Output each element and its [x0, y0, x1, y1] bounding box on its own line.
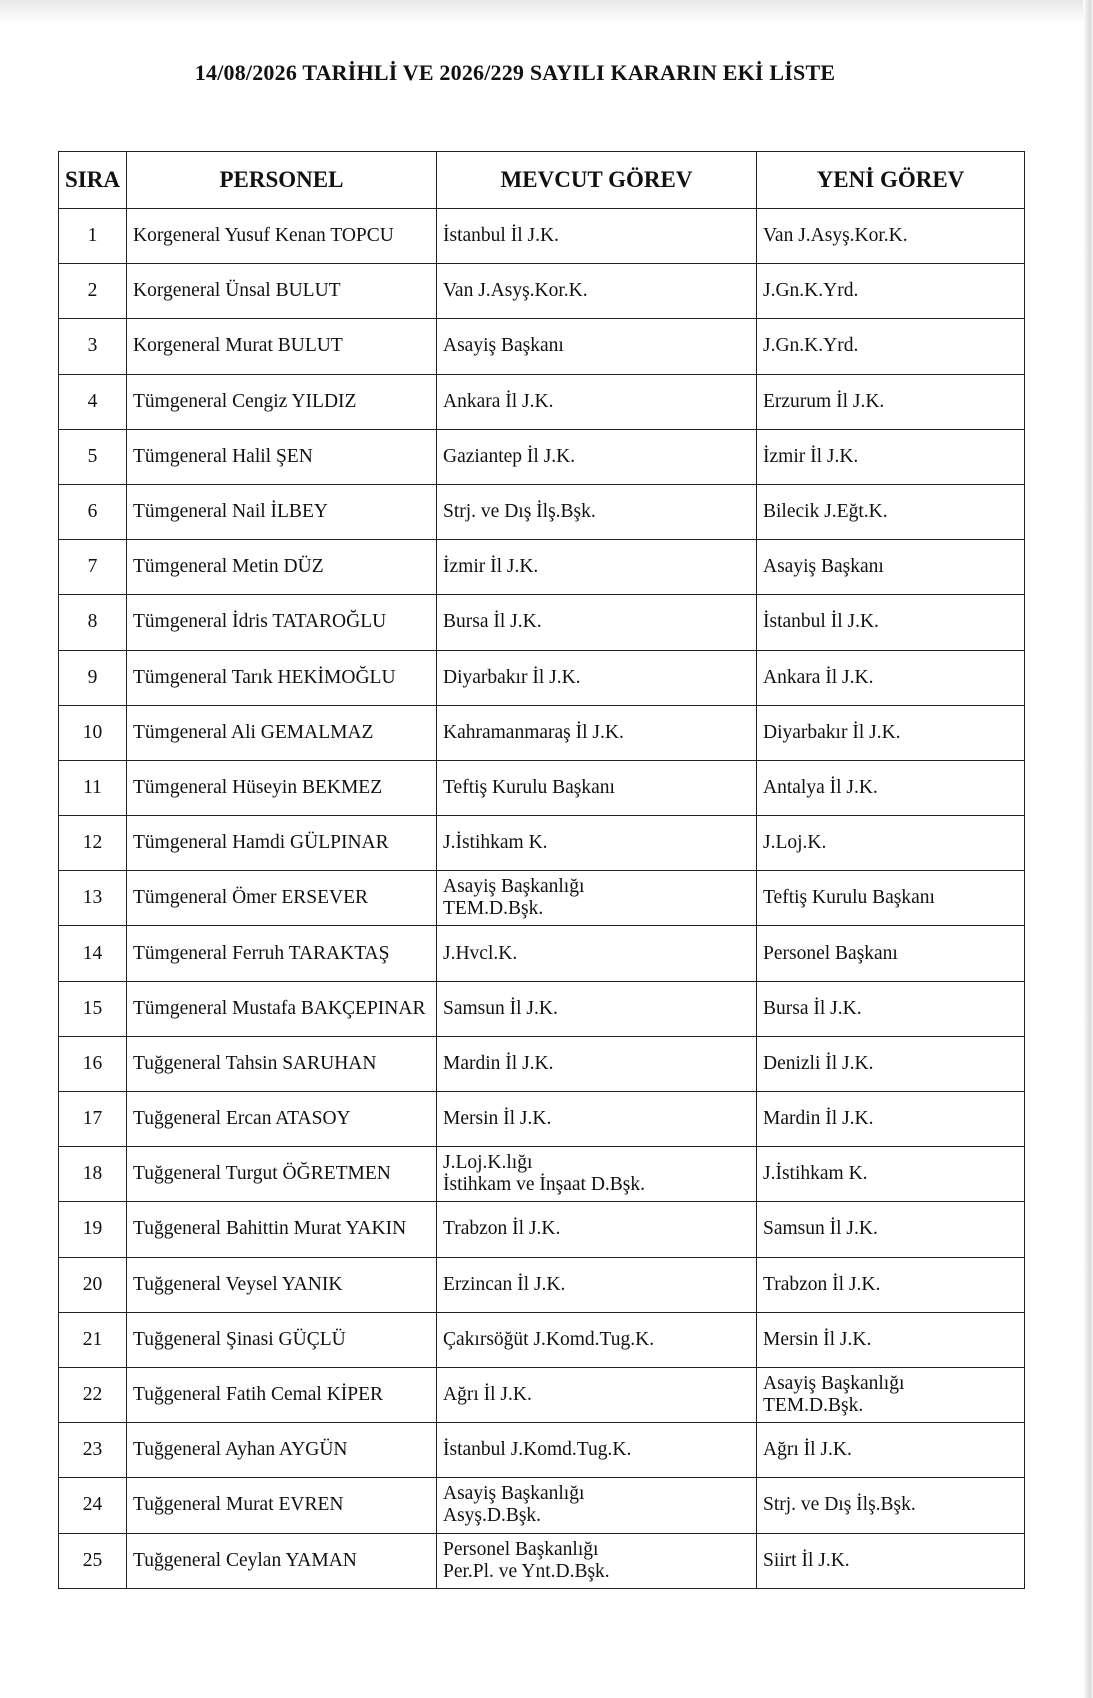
table-row	[59, 816, 1025, 871]
row-yeni-gorev	[757, 595, 1025, 650]
row-sira: 19	[59, 1202, 127, 1257]
gorev-line: Asayiş Başkanlığı	[443, 1483, 585, 1505]
gorev-line: Per.Pl. ve Ynt.D.Bşk.	[443, 1560, 610, 1582]
gorev-line: Strj. ve Dış İlş.Bşk.	[443, 501, 596, 523]
header-mevcut-gorev: MEVCUT GÖREV	[437, 152, 757, 209]
row-sira: 1	[59, 209, 127, 264]
row-mevcut-gorev	[437, 595, 757, 650]
gorev-line: Asayiş Başkanlığı	[443, 876, 585, 898]
gorev-line: Ankara İl J.K.	[763, 666, 874, 688]
table-row	[59, 484, 1025, 539]
row-sira: 18	[59, 1147, 127, 1202]
gorev-line: TEM.D.Bşk.	[763, 1395, 864, 1417]
row-personel: Tümgeneral Metin DÜZ	[127, 540, 437, 595]
table-row	[59, 1147, 1025, 1202]
row-sira: 7	[59, 540, 127, 595]
row-sira: 15	[59, 981, 127, 1036]
gorev-line: Denizli İl J.K.	[763, 1052, 874, 1074]
row-personel: Tuğgeneral Şinasi GÜÇLÜ	[127, 1312, 437, 1367]
row-personel: Korgeneral Ünsal BULUT	[127, 264, 437, 319]
row-yeni-gorev	[757, 429, 1025, 484]
row-sira: 6	[59, 484, 127, 539]
table-row	[59, 760, 1025, 815]
row-yeni-gorev	[757, 871, 1025, 926]
row-sira: 3	[59, 319, 127, 374]
row-yeni-gorev	[757, 484, 1025, 539]
row-sira: 11	[59, 760, 127, 815]
table-header-row	[59, 152, 1025, 209]
table-row	[59, 926, 1025, 981]
row-sira: 5	[59, 429, 127, 484]
row-sira: 14	[59, 926, 127, 981]
row-mevcut-gorev	[437, 1257, 757, 1312]
table-row	[59, 1533, 1025, 1588]
row-mevcut-gorev	[437, 926, 757, 981]
gorev-line: Ağrı İl J.K.	[763, 1439, 852, 1461]
row-yeni-gorev	[757, 319, 1025, 374]
row-yeni-gorev	[757, 926, 1025, 981]
row-sira: 21	[59, 1312, 127, 1367]
row-mevcut-gorev	[437, 429, 757, 484]
gorev-line: Strj. ve Dış İlş.Bşk.	[763, 1494, 916, 1516]
gorev-line: Asayiş Başkanı	[763, 556, 884, 578]
table-row	[59, 540, 1025, 595]
row-personel: Tümgeneral Halil ŞEN	[127, 429, 437, 484]
row-mevcut-gorev	[437, 705, 757, 760]
row-yeni-gorev	[757, 540, 1025, 595]
row-yeni-gorev	[757, 1478, 1025, 1533]
table-row	[59, 209, 1025, 264]
table-row	[59, 1092, 1025, 1147]
row-yeni-gorev	[757, 374, 1025, 429]
gorev-line: Van J.Asyş.Kor.K.	[763, 225, 908, 247]
table-row	[59, 264, 1025, 319]
table-row	[59, 319, 1025, 374]
row-mevcut-gorev	[437, 1202, 757, 1257]
gorev-line: Samsun İl J.K.	[763, 1218, 878, 1240]
row-personel: Tümgeneral Nail İLBEY	[127, 484, 437, 539]
gorev-line: Antalya İl J.K.	[763, 776, 878, 798]
row-mevcut-gorev	[437, 760, 757, 815]
table-row	[59, 981, 1025, 1036]
gorev-line: Asyş.D.Bşk.	[443, 1505, 542, 1527]
row-personel: Tuğgeneral Veysel YANIK	[127, 1257, 437, 1312]
row-sira: 22	[59, 1367, 127, 1422]
table-row	[59, 705, 1025, 760]
row-sira: 9	[59, 650, 127, 705]
gorev-line: J.Hvcl.K.	[443, 942, 518, 964]
gorev-line: İstanbul İl J.K.	[763, 611, 879, 633]
header-personel: PERSONEL	[127, 152, 437, 209]
row-yeni-gorev	[757, 705, 1025, 760]
gorev-line: Mardin İl J.K.	[443, 1052, 554, 1074]
gorev-line: Mersin İl J.K.	[763, 1328, 872, 1350]
row-yeni-gorev	[757, 1092, 1025, 1147]
gorev-line: Samsun İl J.K.	[443, 997, 558, 1019]
page-right-edge	[1083, 0, 1093, 1698]
gorev-line: Teftiş Kurulu Başkanı	[763, 887, 935, 909]
row-sira: 13	[59, 871, 127, 926]
row-yeni-gorev	[757, 760, 1025, 815]
row-sira: 20	[59, 1257, 127, 1312]
row-personel: Tümgeneral Cengiz YILDIZ	[127, 374, 437, 429]
gorev-line: Siirt İl J.K.	[763, 1549, 850, 1571]
gorev-line: Teftiş Kurulu Başkanı	[443, 776, 615, 798]
gorev-line: Mardin İl J.K.	[763, 1108, 874, 1130]
gorev-line: J.Loj.K.	[763, 832, 827, 854]
row-personel: Tümgeneral Hüseyin BEKMEZ	[127, 760, 437, 815]
table-body	[59, 209, 1025, 1589]
row-yeni-gorev	[757, 1257, 1025, 1312]
row-personel: Tümgeneral İdris TATAROĞLU	[127, 595, 437, 650]
row-mevcut-gorev	[437, 319, 757, 374]
row-personel: Tuğgeneral Bahittin Murat YAKIN	[127, 1202, 437, 1257]
table-row	[59, 595, 1025, 650]
row-yeni-gorev	[757, 1036, 1025, 1091]
row-personel: Tümgeneral Ömer ERSEVER	[127, 871, 437, 926]
table-row	[59, 871, 1025, 926]
row-mevcut-gorev	[437, 1478, 757, 1533]
row-personel: Korgeneral Murat BULUT	[127, 319, 437, 374]
gorev-line: Personel Başkanlığı	[443, 1538, 599, 1560]
top-edge-shadow	[0, 0, 1093, 24]
assignment-table	[58, 151, 1025, 1589]
row-mevcut-gorev	[437, 981, 757, 1036]
gorev-line: J.Gn.K.Yrd.	[763, 335, 859, 357]
row-yeni-gorev	[757, 264, 1025, 319]
gorev-line: TEM.D.Bşk.	[443, 898, 544, 920]
row-personel: Tuğgeneral Ceylan YAMAN	[127, 1533, 437, 1588]
table-row	[59, 1423, 1025, 1478]
gorev-line: Bilecik J.Eğt.K.	[763, 501, 888, 523]
gorev-line: İzmir İl J.K.	[763, 445, 859, 467]
gorev-line: İstanbul İl J.K.	[443, 225, 559, 247]
row-yeni-gorev	[757, 1312, 1025, 1367]
gorev-line: J.Loj.K.lığı	[443, 1152, 533, 1174]
row-sira: 12	[59, 816, 127, 871]
row-yeni-gorev	[757, 816, 1025, 871]
row-mevcut-gorev	[437, 1423, 757, 1478]
table-row	[59, 1478, 1025, 1533]
gorev-line: Kahramanmaraş İl J.K.	[443, 721, 624, 743]
row-mevcut-gorev	[437, 374, 757, 429]
row-yeni-gorev	[757, 650, 1025, 705]
row-personel: Tuğgeneral Ercan ATASOY	[127, 1092, 437, 1147]
table-row	[59, 429, 1025, 484]
gorev-line: İzmir İl J.K.	[443, 556, 539, 578]
row-personel: Tümgeneral Tarık HEKİMOĞLU	[127, 650, 437, 705]
row-personel: Tuğgeneral Murat EVREN	[127, 1478, 437, 1533]
row-mevcut-gorev	[437, 1092, 757, 1147]
row-personel: Tuğgeneral Tahsin SARUHAN	[127, 1036, 437, 1091]
row-personel: Tümgeneral Ali GEMALMAZ	[127, 705, 437, 760]
gorev-line: Erzurum İl J.K.	[763, 390, 885, 412]
row-personel: Tuğgeneral Fatih Cemal KİPER	[127, 1367, 437, 1422]
gorev-line: Bursa İl J.K.	[443, 611, 542, 633]
row-sira: 4	[59, 374, 127, 429]
row-yeni-gorev	[757, 1533, 1025, 1588]
gorev-line: Diyarbakır İl J.K.	[763, 721, 901, 743]
gorev-line: Trabzon İl J.K.	[763, 1273, 881, 1295]
document-title: 14/08/2026 TARİHLİ VE 2026/229 SAYILI KARARIN EKİ LİSTE	[194, 60, 836, 85]
row-mevcut-gorev	[437, 1312, 757, 1367]
gorev-line: Trabzon İl J.K.	[443, 1218, 561, 1240]
gorev-line: Erzincan İl J.K.	[443, 1273, 566, 1295]
row-personel: Tümgeneral Ferruh TARAKTAŞ	[127, 926, 437, 981]
row-yeni-gorev	[757, 981, 1025, 1036]
gorev-line: Asayiş Başkanlığı	[763, 1373, 905, 1395]
gorev-line: Van J.Asyş.Kor.K.	[443, 280, 588, 302]
row-personel: Tuğgeneral Turgut ÖĞRETMEN	[127, 1147, 437, 1202]
gorev-line: İstihkam ve İnşaat D.Bşk.	[443, 1174, 646, 1196]
row-personel: Tümgeneral Mustafa BAKÇEPINAR	[127, 981, 437, 1036]
table-row	[59, 1257, 1025, 1312]
gorev-line: Ağrı İl J.K.	[443, 1384, 532, 1406]
row-mevcut-gorev	[437, 264, 757, 319]
row-mevcut-gorev	[437, 1533, 757, 1588]
gorev-line: J.İstihkam K.	[443, 832, 548, 854]
gorev-line: Bursa İl J.K.	[763, 997, 862, 1019]
gorev-line: İstanbul J.Komd.Tug.K.	[443, 1439, 632, 1461]
row-mevcut-gorev	[437, 1036, 757, 1091]
row-sira: 2	[59, 264, 127, 319]
table-row	[59, 1367, 1025, 1422]
row-sira: 8	[59, 595, 127, 650]
gorev-line: Mersin İl J.K.	[443, 1108, 552, 1130]
table-row	[59, 1312, 1025, 1367]
row-yeni-gorev	[757, 1367, 1025, 1422]
table-row	[59, 1036, 1025, 1091]
table-row	[59, 374, 1025, 429]
row-yeni-gorev	[757, 1202, 1025, 1257]
row-personel: Korgeneral Yusuf Kenan TOPCU	[127, 209, 437, 264]
row-mevcut-gorev	[437, 484, 757, 539]
gorev-line: Diyarbakır İl J.K.	[443, 666, 581, 688]
gorev-line: Çakırsöğüt J.Komd.Tug.K.	[443, 1328, 655, 1350]
row-sira: 23	[59, 1423, 127, 1478]
gorev-line: Ankara İl J.K.	[443, 390, 554, 412]
row-sira: 10	[59, 705, 127, 760]
gorev-line: Gaziantep İl J.K.	[443, 445, 576, 467]
row-yeni-gorev	[757, 209, 1025, 264]
row-personel: Tümgeneral Hamdi GÜLPINAR	[127, 816, 437, 871]
row-mevcut-gorev	[437, 1147, 757, 1202]
row-sira: 16	[59, 1036, 127, 1091]
gorev-line: Personel Başkanı	[763, 942, 898, 964]
row-mevcut-gorev	[437, 871, 757, 926]
row-sira: 24	[59, 1478, 127, 1533]
row-yeni-gorev	[757, 1147, 1025, 1202]
table-row	[59, 650, 1025, 705]
gorev-line: J.Gn.K.Yrd.	[763, 280, 859, 302]
gorev-line: J.İstihkam K.	[763, 1163, 868, 1185]
table-row	[59, 1202, 1025, 1257]
row-mevcut-gorev	[437, 540, 757, 595]
row-yeni-gorev	[757, 1423, 1025, 1478]
row-mevcut-gorev	[437, 1367, 757, 1422]
header-yeni-gorev: YENİ GÖREV	[757, 152, 1025, 209]
row-mevcut-gorev	[437, 816, 757, 871]
gorev-line: Asayiş Başkanı	[443, 335, 564, 357]
row-mevcut-gorev	[437, 209, 757, 264]
row-sira: 17	[59, 1092, 127, 1147]
row-sira: 25	[59, 1533, 127, 1588]
header-sira: SIRA	[59, 152, 127, 209]
row-mevcut-gorev	[437, 650, 757, 705]
row-personel: Tuğgeneral Ayhan AYGÜN	[127, 1423, 437, 1478]
